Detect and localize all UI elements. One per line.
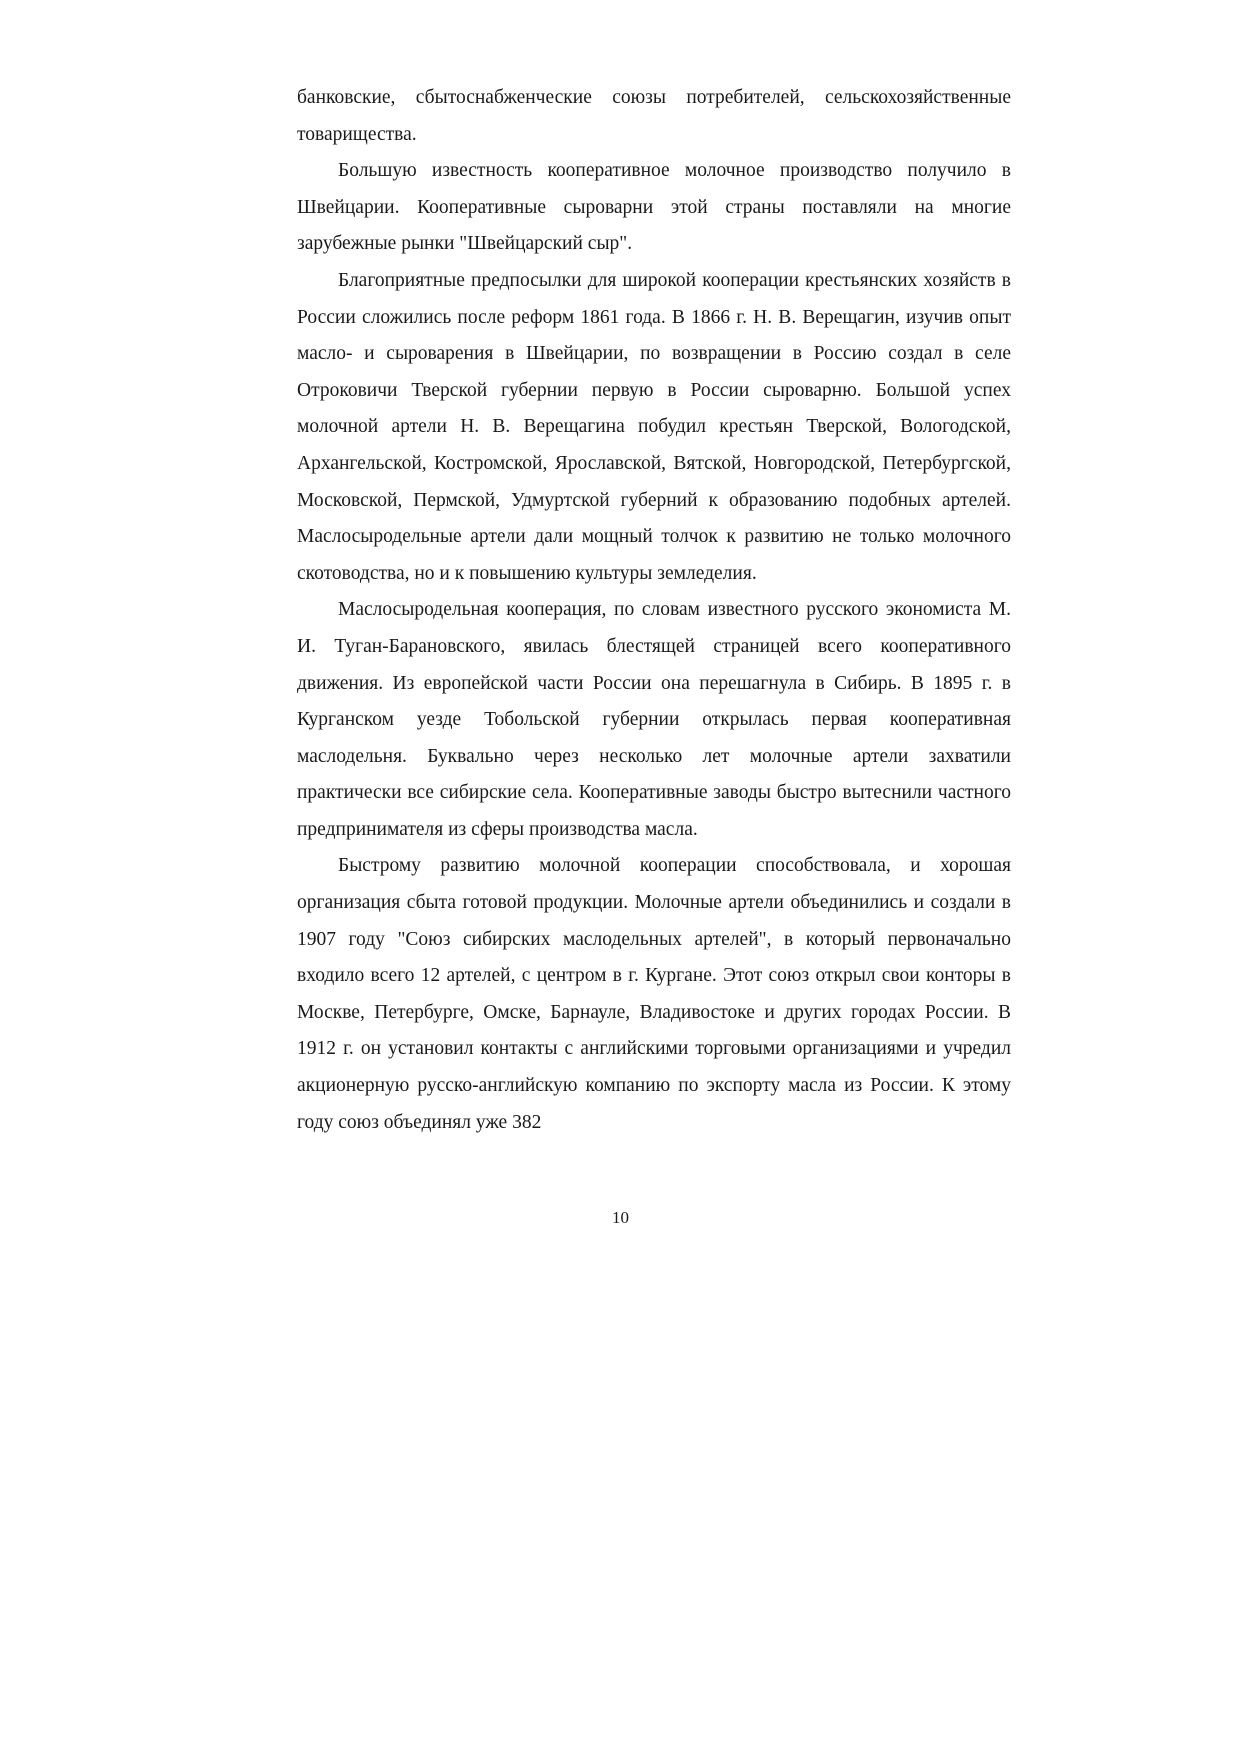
paragraph-union-of-artels: Быстрому развитию молочной кооперации способствовала, и хорошая организация сбыта готовой продукции. Молочные артели объединились и создали в 1907 году "Союз сибирских маслодельных артелей", в который первоначально входило всего 12 артелей, с центром в г. Кургане. Этот союз открыл свои конторы в Москве, Петербурге, Омске, Барнауле, Владивостоке и других городах России. В 1912 г. он установил контакты с английскими торговыми организациями и учредил акционерную русско-английскую компанию по экспорту масла из России. К этому году союз объединял уже 382 [297,855,1011,1133]
paragraph-continuation: банковские, сбытоснабженческие союзы потребителей, сельскохозяйственные товарищества. [297,87,1011,145]
paragraph-swiss-cheese: Большую известность кооперативное молочное производство получило в Швейцарии. Кооперативные сыроварни этой страны поставляли на многие зарубежные рынки "Швейцарский сыр". [297,160,1011,255]
paragraph-russian-cooperation: Благоприятные предпосылки для широкой кооперации крестьянских хозяйств в России сложились после реформ 1861 года. В 1866 г. Н. В. Верещагин, изучив опыт масло- и сыроварения в Швейцарии, по возвращении в Россию создал в селе Отроковичи Тверской губернии первую в России сыроварню. Большой успех молочной артели Н. В. Верещагина побудил крестьян Тверской, Вологодской, Архангельской, Костромской, Ярославской, Вятской, Новгородской, Петербургской, Московской, Пермской, Удмуртской губерний к образованию подобных артелей. Маслосыродельные артели дали мощный толчок к развитию не только молочного скотоводства, но и к повышению культуры земледелия. [297,269,1011,584]
page-number: 10 [612,1208,629,1227]
paragraph-siberian-butter: Маслосыродельная кооперация, по словам известного русского экономиста М. И. Туган-Барановского, явилась блестящей страницей всего кооперативного движения. Из европейской части России она перешагнула в Сибирь. В 1895 г. в Курганском уезде Тобольской губернии открылась первая кооперативная маслодельня. Буквально через несколько лет молочные артели захватили практически все сибирские села. Кооперативные заводы быстро вытеснили частного предпринимателя из сферы производства масла. [297,599,1011,840]
body-text [297,80,1011,1141]
